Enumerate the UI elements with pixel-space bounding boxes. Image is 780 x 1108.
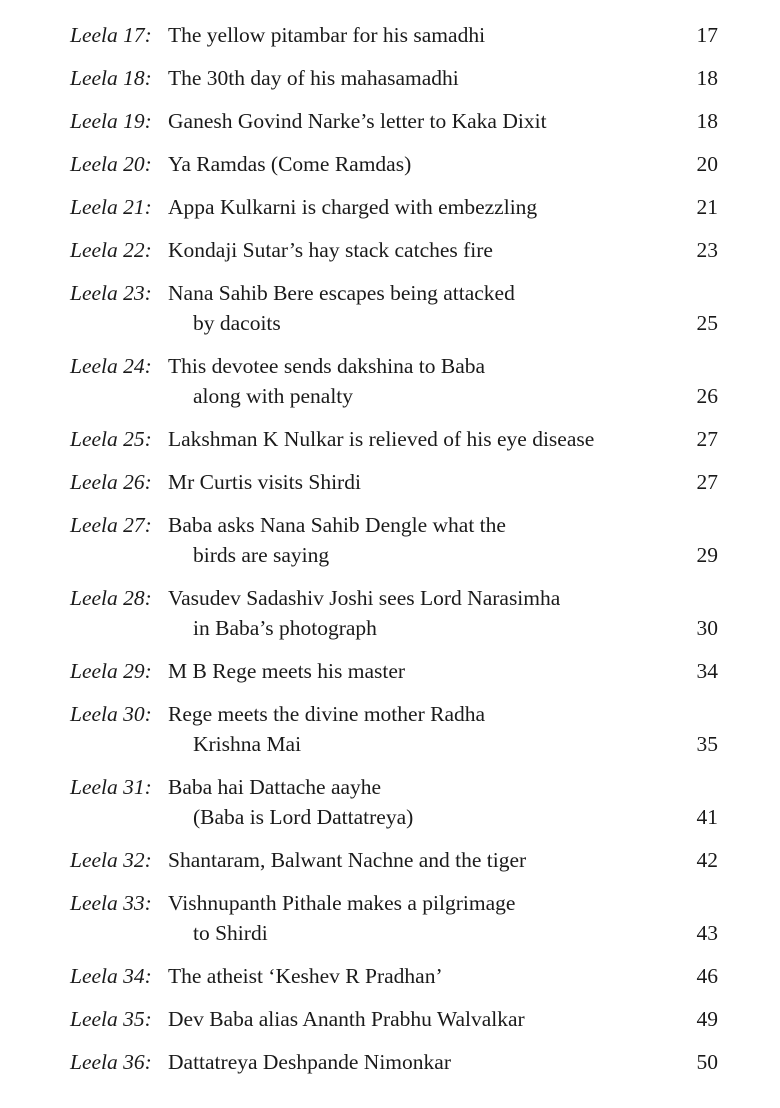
entry-page-number: 25 (696, 311, 718, 335)
entry-label: Leela 21: (70, 195, 152, 219)
entry-label: Leela 33: (70, 891, 152, 915)
entry-title (168, 63, 718, 93)
entry-page-number: 46 (696, 964, 718, 988)
toc-entry (70, 845, 718, 875)
entry-title (168, 1004, 718, 1034)
toc-entry (70, 1047, 718, 1077)
entry-page-number: 49 (696, 1007, 718, 1031)
entry-page-number: 23 (696, 238, 718, 262)
entry-title-line: Ya Ramdas (Come Ramdas) (168, 152, 412, 176)
entry-title-line: Vishnupanth Pithale makes a pilgrimage (168, 891, 516, 915)
entry-title-line: The atheist ‘Keshev R Pradhan’ (168, 964, 443, 988)
toc-entry (70, 278, 718, 338)
entry-label: Leela 35: (70, 1007, 152, 1031)
entry-page-number: 27 (696, 427, 718, 451)
entry-title (168, 467, 718, 497)
entry-title-continuation: birds are saying (193, 543, 330, 567)
table-of-contents (70, 20, 718, 1090)
entry-label: Leela 26: (70, 470, 152, 494)
toc-entry (70, 149, 718, 179)
entry-label: Leela 23: (70, 281, 152, 305)
toc-entry (70, 351, 718, 411)
entry-title (168, 961, 718, 991)
entry-label: Leela 36: (70, 1050, 152, 1074)
entry-title-line: Rege meets the divine mother Radha (168, 702, 486, 726)
entry-page-number: 27 (696, 470, 718, 494)
entry-title-line: Nana Sahib Bere escapes being attacked (168, 281, 515, 305)
toc-entry (70, 961, 718, 991)
entry-title (168, 888, 718, 948)
entry-title-line: Kondaji Sutar’s hay stack catches fire (168, 238, 493, 262)
entry-title-line: Mr Curtis visits Shirdi (168, 470, 361, 494)
entry-title-line: Ganesh Govind Narke’s letter to Kaka Dixit (168, 109, 547, 133)
entry-page-number: 29 (696, 543, 718, 567)
toc-entry (70, 106, 718, 136)
entry-label: Leela 19: (70, 109, 152, 133)
entry-title (168, 583, 718, 643)
entry-title (168, 106, 718, 136)
toc-entry (70, 1004, 718, 1034)
entry-label: Leela 24: (70, 354, 152, 378)
entry-title-line: Baba hai Dattache aayhe (168, 775, 382, 799)
entry-title-continuation: (Baba is Lord Dattatreya) (193, 805, 414, 829)
entry-title (168, 424, 718, 454)
toc-entry (70, 192, 718, 222)
entry-label: Leela 27: (70, 513, 152, 537)
entry-page-number: 18 (696, 66, 718, 90)
entry-label: Leela 29: (70, 659, 152, 683)
entry-title-line: M B Rege meets his master (168, 659, 406, 683)
entry-title-continuation: Krishna Mai (193, 732, 302, 756)
entry-page-number: 41 (696, 805, 718, 829)
entry-title (168, 351, 718, 411)
entry-title (168, 278, 718, 338)
toc-entry (70, 467, 718, 497)
entry-label: Leela 20: (70, 152, 152, 176)
entry-page-number: 42 (696, 848, 718, 872)
entry-title (168, 1047, 718, 1077)
toc-entry (70, 235, 718, 265)
toc-entry (70, 888, 718, 948)
toc-entry (70, 656, 718, 686)
entry-title-line: Baba asks Nana Sahib Dengle what the (168, 513, 506, 537)
entry-title-continuation: to Shirdi (193, 921, 268, 945)
entry-page-number: 30 (696, 616, 718, 640)
entry-title-continuation: by dacoits (193, 311, 281, 335)
entry-title-line: Appa Kulkarni is charged with embezzling (168, 195, 538, 219)
entry-title-line: Dev Baba alias Ananth Prabhu Walvalkar (168, 1007, 525, 1031)
entry-page-number: 17 (696, 23, 718, 47)
entry-title (168, 772, 718, 832)
entry-label: Leela 18: (70, 66, 152, 90)
entry-title-line: Dattatreya Deshpande Nimonkar (168, 1050, 451, 1074)
entry-title (168, 192, 718, 222)
toc-entry (70, 20, 718, 50)
entry-page-number: 35 (696, 732, 718, 756)
entry-label: Leela 25: (70, 427, 152, 451)
toc-entry (70, 510, 718, 570)
entry-page-number: 21 (696, 195, 718, 219)
entry-title (168, 149, 718, 179)
entry-title-line: This devotee sends dakshina to Baba (168, 354, 486, 378)
entry-label: Leela 22: (70, 238, 152, 262)
toc-entry (70, 63, 718, 93)
entry-label: Leela 30: (70, 702, 152, 726)
toc-entry (70, 424, 718, 454)
entry-title (168, 845, 718, 875)
entry-label: Leela 17: (70, 23, 152, 47)
entry-page-number: 18 (696, 109, 718, 133)
entry-title-line: The yellow pitambar for his samadhi (168, 23, 486, 47)
entry-label: Leela 34: (70, 964, 152, 988)
entry-title-line: Vasudev Sadashiv Joshi sees Lord Narasimha (168, 586, 561, 610)
entry-label: Leela 28: (70, 586, 152, 610)
entry-title (168, 235, 718, 265)
entry-page-number: 34 (696, 659, 718, 683)
toc-entry (70, 699, 718, 759)
entry-title-line: The 30th day of his mahasamadhi (168, 66, 459, 90)
entry-page-number: 26 (696, 384, 718, 408)
entry-title (168, 20, 718, 50)
entry-title (168, 699, 718, 759)
entry-page-number: 50 (696, 1050, 718, 1074)
entry-title-continuation: along with penalty (193, 384, 354, 408)
entry-title-line: Lakshman K Nulkar is relieved of his eye disease (168, 427, 595, 451)
entry-title-line: Shantaram, Balwant Nachne and the tiger (168, 848, 527, 872)
entry-title (168, 656, 718, 686)
entry-title-continuation: in Baba’s photograph (193, 616, 377, 640)
entry-label: Leela 32: (70, 848, 152, 872)
toc-entry (70, 583, 718, 643)
entry-page-number: 43 (696, 921, 718, 945)
toc-entry (70, 772, 718, 832)
entry-title (168, 510, 718, 570)
entry-label: Leela 31: (70, 775, 152, 799)
entry-page-number: 20 (696, 152, 718, 176)
